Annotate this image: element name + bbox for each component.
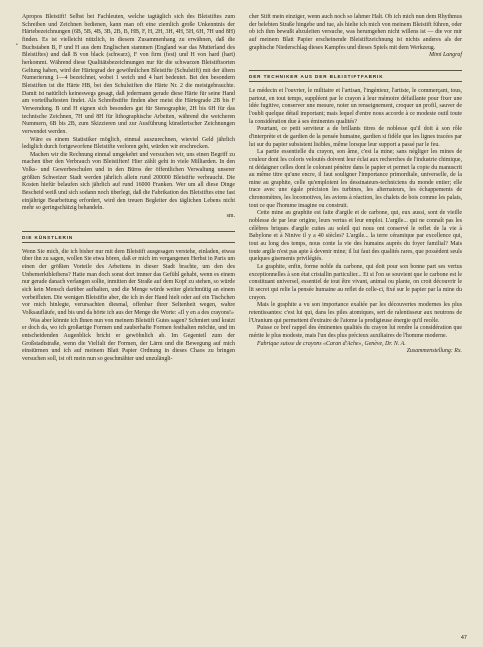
- right-paragraph-7: Mais le graphite a vu son importance exaltée par les découvertes modernes les plus retentissantes: c'est lui qui, dans les piles atomiques, sert de ralentisseur aux neutrons de l'Uranium qui permettent d'extraire de l'atome la prodigieuse énergie qu'il recèle.: [249, 302, 462, 324]
- left-paragraph-5: Was aber könnte ich Ihnen nun von meinem Bleistift Gutes sagen? Schmiert und kratzt er doch da, wo ich großartige Formen und zauberhafte Formen festhalten möchte, und im entscheidenden Augenblick bricht er gewöhnlich ab. Im Gegenteil zum der Großstadtstraße, wenn die Vielfalt der Formen, der Lärm und die Bewegung auf mich einstürmen und ich auf meinem Blatt Papier Ordnung in dieses Chaos zu bringen versuchen soll, ist oft mein nun so geschmähter und unzulängli-: [22, 317, 235, 362]
- right-signature: Mimi Langraf: [429, 52, 462, 59]
- section-title-techniker: DER TECHNIKER AUS DER BLEISTIFTFABRIK: [249, 70, 462, 82]
- left-paragraph-3: Machen wir die Rechnung einmal umgekehrt und versuchen wir, uns einen Begriff zu machen über den Verbrauch von Bleistiften! Hier zählt geht in viele Milliarden. In den Volks- und Gewerbeschulen und in den Büros der öffentlichen Verwaltung unserer größten Schweizer Stadt werden jährlich allein rund 200000 Bleistifte verbraucht. Die Kosten hiefür belaufen sich jährlich auf rund 16000 Franken. Wer um all diese Dinge Bescheid weiß und sich sodann noch überlegt, daß die Fabrikation des Bleistiftes eine fast einjährige Bearbeitung erfordert, wird den treuen Begleiter des täglichen Lebens nicht mehr so geringschätzig behandeln.: [22, 151, 235, 212]
- left-paragraph-1: Apropos Bleistift! Selbst bei Fachleuten, welche tagtäglich sich des Bleistiftes zum Schreiben und Zeichnen bedienen, kann man oft eine ziemlich große Unkenntnis der Härtebezeichnungen (6B, 5B, 4B, 3B, 2B, B, HB, F, H, 2H, 3H, 4H, 5H, 6H, 7H und 8H) finden. Es ist vielleicht nützlich, in diesem Zusammenhang zu erwähnen, daß die Buchstaben B, F und H aus dem Englischen stammen (England war das Mutterland des Bleistiftes) und daß B von black (schwarz), F von firm (fest) und H von hard (hart) herkommt. Während diese Qualitätsbezeichnungen nur für die schwarzen Bleistiftsorten Geltung haben, wird der Härtegrad der gewöhnlichen Bleistifte (Schulstift) mit der ältern Numerierung 1—4 bezeichnet, wobei 1 weich und 4 hart bedeutet. Bei den besondern Bleistiften ist die Härte HB, bei den Schulstiften die Härte Nr. 2 die meistgebrauchte. Damit ist natürlich keineswegs gesagt, daß jedermann gerade diese Härte für seine Hand am vorteilhaftesten findet. Als Schreibstifte finden aber meist die Härtegrade 2B bis F Verwendung. B und H eignen sich besonders gut für Stenographie, 2H bis 6H für das technische Zeichnen, 7H und 8H für lithographische Arbeiten, während die weicheren Nummern, 6B bis 2B, zum Skizzieren und zur Ausführung künstlerischer Zeichnungen verwendet werden.: [22, 14, 235, 135]
- right-paragraph-3: Pourtant, ce petit serviteur a de brillants titres de noblesse qu'il doit à son rôle d'interprète et de gardien de la pensée humaine, gardien si fidèle que les lignes tracées par lui sur du papier subsistent lisibles, même lorsque leur support a passé par le feu.: [249, 126, 462, 148]
- right-paragraph-1: cher Stift mein einziger, wenn auch noch so lahmer Halt. Ob ich mich nun dem Rhythmus der belebten Straße hingebe und tue, als hielte ich mich von meinem Bleistift führen, oder ob ich ihm bewußt abzuleiten versuche, was herumgehen nicht willens ist — die vor mir auf meinem Blatt Papier erscheinende Bleistiftzeichnung ist nichts anderes als der graphische Niederschlag dieses Kampfes und dieses Spiels mit dem Werkzeug.: [249, 14, 462, 51]
- right-paragraph-5: Cette mine au graphite est faite d'argile et de carbone, qui, eux aussi, sont de vieille noblesse de par leur origine, leurs vertus et leur emploi. L'argile... qui ne connaît pas les célèbres briques d'argile cuites au soleil qui nous ont conservé le reflet de la vie à Babylone et à Ninive il y a 40 siècles? L'argile... la terre céramique par excellence qui, tout au long des temps, nous conte la vie des humains auprès du foyer familial? Mais toute argile n'est pas apte à devenir mine; il lui faut des qualités rares, que possèdent seuls quelques gisements privilégiés.: [249, 210, 462, 263]
- right-column: [249, 14, 462, 364]
- right-paragraph-4: La partie essentielle du crayon, son âme, c'est la mine; sans négliger les mines de couleur dont les coloris veloutés doivent leur éclat aux recherches de l'industrie chimique, ni dédaigner celles dont le colorant pénètre dans le papier et permet la copie du manuscrit au même titre qu'une encre, il faut souligner l'importance primordiale, universelle, de la mine au graphite, celle qu'emploient les dessinateurs-techniciens du monde entier; elle trace avec une égale précision les turbines, les alternateurs, les échappements de chronomètres, les locomotives, les avions à réaction, les chalets de bois comme les palais, tout ce que l'homme imagine ou construit.: [249, 149, 462, 209]
- credit-line: Fabrique suisse de crayons «Caran d'Ache», Genève, Dr. N. A.: [257, 340, 406, 347]
- left-column: [22, 14, 235, 364]
- right-paragraph-2: Le médecin et l'ouvrier, le militaire et l'artisan, l'ingénieur, l'artiste, le commerçant, tous, partout, en tout temps, suppléent par le crayon à leur mémoire défaillante pour fixer une idée fugitive, conserver une mesure, noter un renseignement, croquer un profil, sauver de l'oubli quelque détail important; mais lequel d'entre nous accorde à ce modeste outil toute la considération due à ses éminentes qualités?: [249, 87, 462, 125]
- compilation-credit: Zusammenstellung: Rx.: [406, 348, 462, 355]
- margin-bullet: •: [16, 43, 18, 48]
- page-number: 47: [460, 635, 467, 641]
- right-paragraph-6: Le graphite, enfin, forme noble du carbone, qui doit pour son bonne part ses vertus exceptionnelles à son état cristallin particulier... Et si l'on se souvient que le carbone est le constituant universel, essentiel de tout être vivant, animal ou plante, on croit découvrir le lit secret qui relie la pensée humaine au reflet de celle-ci, fixé sur le papier par la mine du crayon.: [249, 264, 462, 301]
- section-title-kuenstlerin: DIE KÜNSTLERIN: [22, 231, 235, 243]
- text-columns: [22, 14, 463, 364]
- left-paragraph-4: Wenn Sie mich, die ich bisher nur mit dem Bleistift ausgesagen verstehe, einladen, etwas über ihn zu sagen, wollen Sie etwa hören, daß er mich im vergangenen Herbst in Paris um einen der größten Vorteile des Arbeitens in dieser Stadt brachte, um den des Unbemerktbleibens? Hatte man doch sonst dort immer das Gefühl gehabt, wenn es einem nur gerade danach verlangen sollte, inmitten der Straße auf dem Kopf zu stehen, so würde sich kein Mensch darüber aufhalten, und die Menge würde weiter gleichmütig an einem vorbeifluten. Die wenigen Bleistifte aber, die ich in der Hand hielt oder auf ein Tischchen vor mich hinlegte, verursachten diesmal, offenbar ihrer Seltenheit wegen, wahre Volksaufläufe, und bis und da hörte ich aus der Menge die Worte: «Il y en a des crayons!»: [22, 248, 235, 316]
- left-signature: sm.: [226, 213, 235, 220]
- left-paragraph-2: Wäre es einem Statistiker möglich, einmal auszurechnen, wieviel Geld jährlich lediglich durch fortgeworfene Bleistifte verloren geht, würden wir erschrecken.: [22, 136, 235, 151]
- right-paragraph-8: Puisse ce bref rappel des éminentes qualités du crayon lui rendre la considération que mérite le plus modeste, mais l'un des plus précieux auxiliaires de l'homme moderne.: [249, 325, 462, 339]
